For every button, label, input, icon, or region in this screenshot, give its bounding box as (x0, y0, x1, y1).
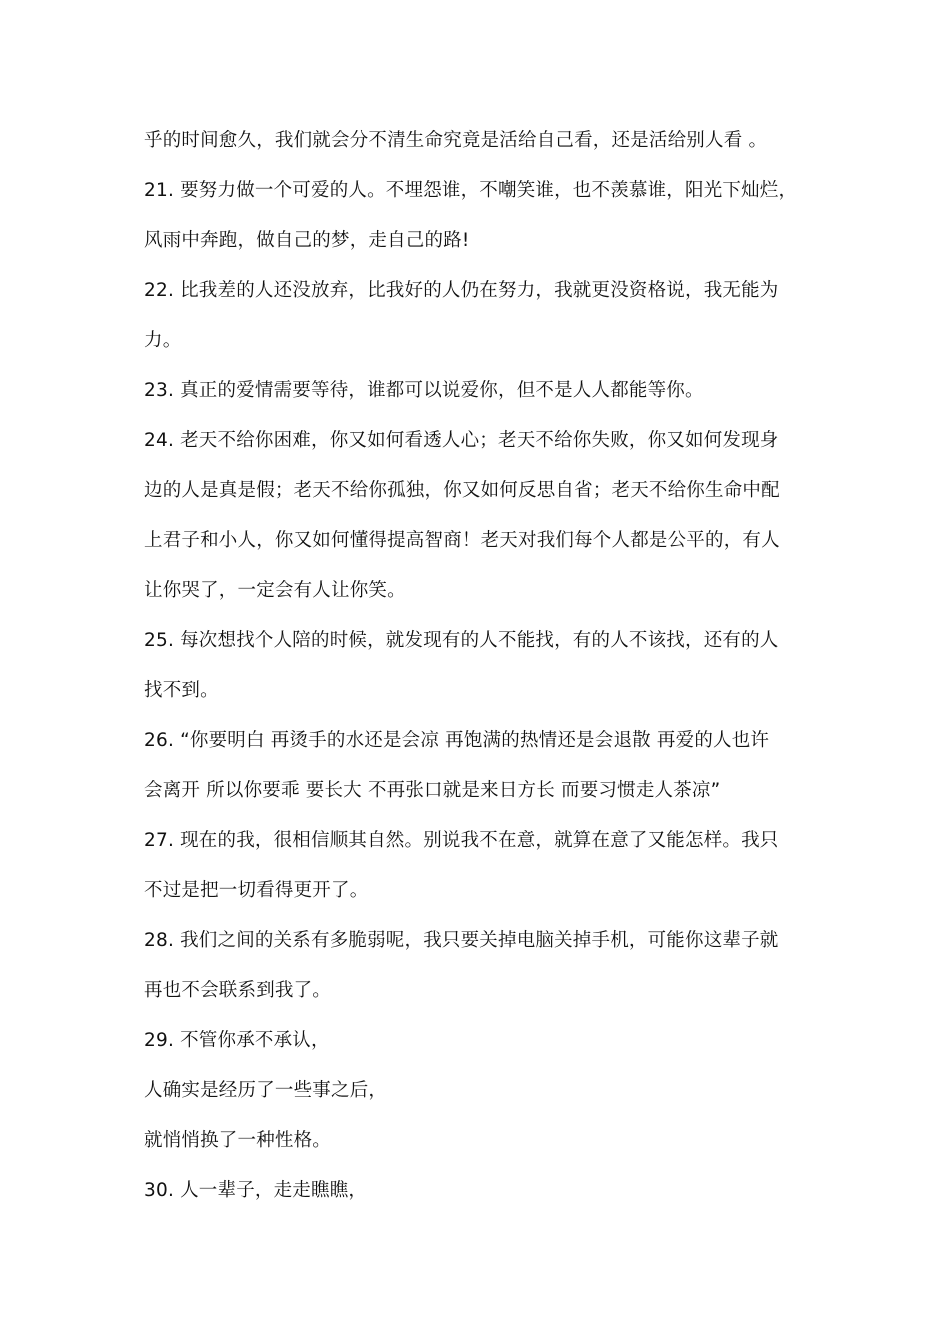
text-line: 27. 现在的我，很相信顺其自然。别说我不在意，就算在意了又能怎样。我只 (144, 830, 779, 851)
text-line: 找不到。 (144, 680, 219, 701)
text-line: 26. “你要明白 再烫手的水还是会凉 再饱满的热情还是会退散 再爱的人也许 (144, 730, 770, 751)
text-line: 会离开 所以你要乖 要长大 不再张口就是来日方长 而要习惯走人茶凉” (144, 780, 721, 801)
text-line: 再也不会联系到我了。 (144, 980, 332, 1001)
text-line: 21. 要努力做一个可爱的人。不埋怨谁，不嘲笑谁，也不羡慕谁，阳光下灿烂， (144, 180, 798, 201)
text-line: 30. 人一辈子，走走瞧瞧， (144, 1180, 368, 1201)
text-line: 不过是把一切看得更开了。 (144, 880, 369, 901)
text-line: 28. 我们之间的关系有多脆弱呢，我只要关掉电脑关掉手机，可能你这辈子就 (144, 930, 779, 951)
text-line: 24. 老天不给你困难，你又如何看透人心；老天不给你失败，你又如何发现身 (144, 430, 779, 451)
text-line: 让你哭了，一定会有人让你笑。 (144, 580, 406, 601)
text-line: 22. 比我差的人还没放弃，比我好的人仍在努力，我就更没资格说，我无能为 (144, 280, 779, 301)
text-line: 23. 真正的爱情需要等待，谁都可以说爱你，但不是人人都能等你。 (144, 380, 704, 401)
text-line: 25. 每次想找个人陪的时候，就发现有的人不能找，有的人不该找，还有的人 (144, 630, 779, 651)
text-line: 上君子和小人，你又如何懂得提高智商！老天对我们每个人都是公平的，有人 (144, 530, 780, 551)
text-line: 风雨中奔跑，做自己的梦，走自己的路! (144, 230, 470, 251)
text-line: 人确实是经历了一些事之后， (144, 1080, 388, 1101)
text-line: 力。 (144, 330, 182, 351)
text-line: 就悄悄换了一种性格。 (144, 1130, 332, 1151)
text-line: 边的人是真是假；老天不给你孤独，你又如何反思自省；老天不给你生命中配 (144, 480, 780, 501)
text-line: 乎的时间愈久，我们就会分不清生命究竟是活给自己看，还是活给别人看 。 (144, 130, 768, 151)
text-line: 29. 不管你承不承认， (144, 1030, 330, 1051)
